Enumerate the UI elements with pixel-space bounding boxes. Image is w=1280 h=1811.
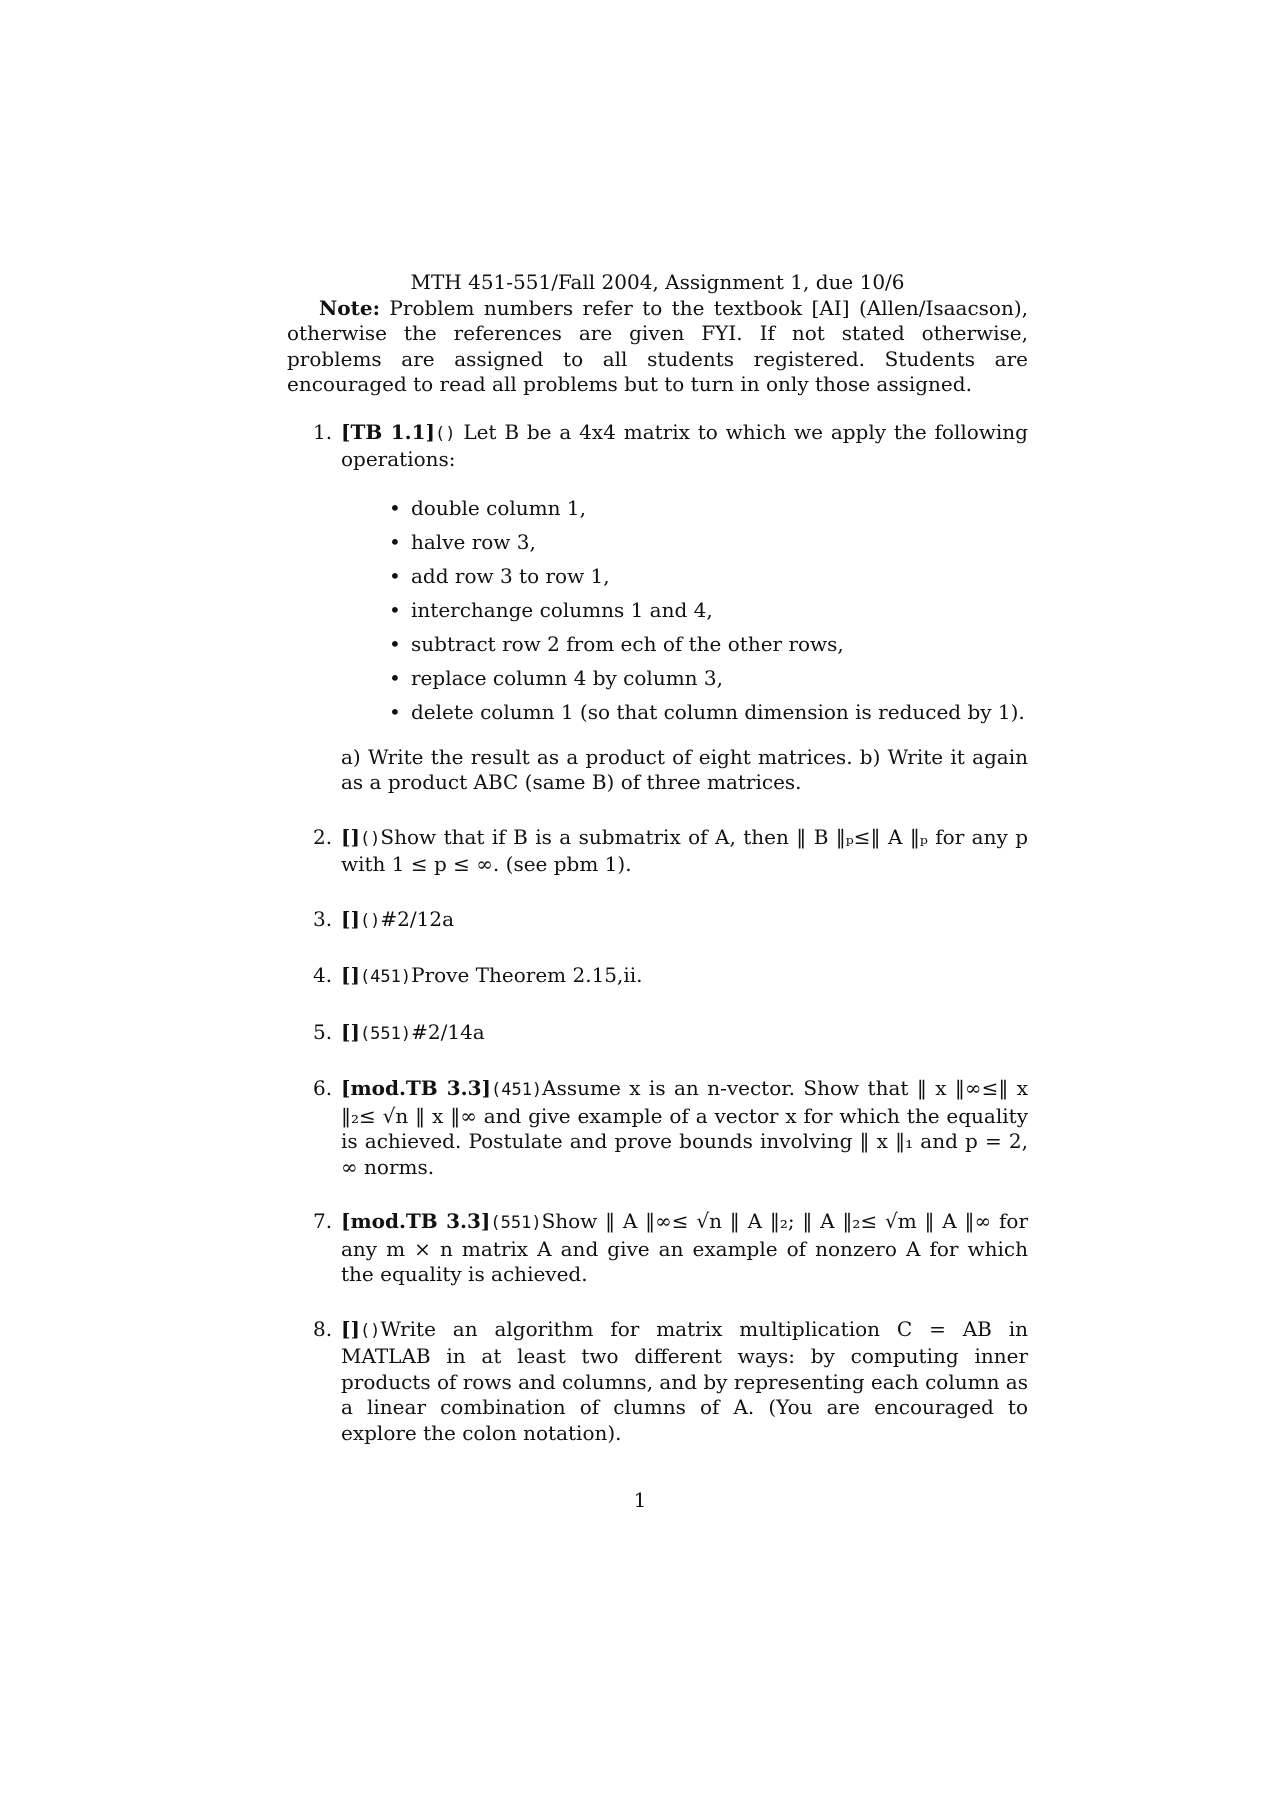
problem-tag: (551) <box>490 1213 542 1233</box>
problem-item-1 <box>287 420 1028 796</box>
problem-tag: (451) <box>490 1080 543 1100</box>
problem-ref: [] <box>341 1019 360 1044</box>
problem-number: 1. <box>313 419 333 444</box>
problem-item-4 <box>287 963 1028 991</box>
problem-text: Show that if B is a submatrix of A, then ‖ B ‖ₚ≤‖ A ‖ₚ for any p with 1 ≤ p ≤ ∞. (see pbm 1). <box>341 824 1028 876</box>
page-title: MTH 451-551/Fall 2004, Assignment 1, due 10/6 <box>410 270 905 294</box>
problem-text: Show ‖ A ‖∞≤ √n ‖ A ‖₂; ‖ A ‖₂≤ √m ‖ A ‖∞ for any m × n matrix A and give an example of nonzero A for which the equality is achieved. <box>341 1209 1029 1286</box>
problem-item-2 <box>287 825 1028 878</box>
operation-item: • delete column 1 (so that column dimension is reduced by 1). <box>389 695 1028 729</box>
problem-number: 2. <box>313 824 333 849</box>
problem-ref: [] <box>341 1316 360 1341</box>
problem-number: 5. <box>313 1019 333 1044</box>
problem-item-3 <box>287 907 1028 935</box>
note-paragraph <box>287 296 1028 398</box>
problem-number: 4. <box>313 963 333 987</box>
problem-ref: [TB 1.1] <box>341 419 435 444</box>
note-label: Note: <box>319 295 380 320</box>
problem-item-7 <box>287 1209 1028 1288</box>
problem-item-5 <box>287 1020 1028 1048</box>
problem-number: 8. <box>313 1316 333 1341</box>
note-text: Problem numbers refer to the textbook [AI] (Allen/Isaacson), otherwise the references are given FYI. If not stated otherwise, problems are assigned to all students registered. Students are encouraged to read all problems but to turn in only those assigned. <box>287 295 1028 396</box>
problem-subparts: a) Write the result as a product of eight matrices. b) Write it again as a product ABC (same B) of three matrices. <box>341 744 1028 794</box>
problem-ref: [mod.TB 3.3] <box>341 1076 491 1100</box>
page-content <box>287 270 1028 1475</box>
problem-ref: [] <box>341 824 360 849</box>
problem-tag: () <box>434 423 456 444</box>
problem-text: #2/14a <box>411 1019 485 1044</box>
problem-ref: [] <box>341 963 360 987</box>
operation-item: • double column 1, <box>389 491 1028 525</box>
problem-number: 6. <box>313 1076 333 1100</box>
problem-text: Let B be a 4x4 matrix to which we apply the following operations: <box>341 419 1028 471</box>
problem-list <box>287 420 1028 1447</box>
operations-list <box>341 491 1028 729</box>
operation-item: • add row 3 to row 1, <box>389 559 1028 593</box>
problem-tag: () <box>359 828 381 849</box>
problem-item-8 <box>287 1317 1028 1447</box>
page-number: 1 <box>633 1488 647 1512</box>
operation-item: • subtract row 2 from ech of the other rows, <box>389 627 1028 661</box>
problem-tag: (451) <box>359 967 412 987</box>
problem-text: #2/12a <box>380 906 455 931</box>
problem-tag: (551) <box>359 1023 412 1044</box>
problem-ref: [] <box>341 906 360 931</box>
operation-item: • halve row 3, <box>389 525 1028 559</box>
problem-number: 3. <box>313 906 333 931</box>
problem-text: Assume x is an n-vector. Show that ‖ x ‖∞≤‖ x ‖₂≤ √n ‖ x ‖∞ and give example of a vector x for which the equality is achieved. Postulate and prove bounds involving ‖ x ‖₁ and p = 2, ∞ norms. <box>341 1076 1029 1179</box>
problem-ref: [mod.TB 3.3] <box>341 1209 491 1233</box>
problem-item-6 <box>287 1076 1028 1180</box>
operation-item: • interchange columns 1 and 4, <box>389 593 1028 627</box>
problem-tag: () <box>359 910 381 931</box>
problem-text: Prove Theorem 2.15,ii. <box>411 963 643 987</box>
problem-number: 7. <box>313 1209 333 1233</box>
operation-item: • replace column 4 by column 3, <box>389 661 1028 695</box>
problem-tag: () <box>359 1320 381 1341</box>
problem-text: Write an algorithm for matrix multiplication C = AB in MATLAB in at least two different ways: by computing inner products of rows and columns, and by representing each column as a linear combination of clumns of A. (You are encouraged to explore the colon notation). <box>341 1316 1028 1445</box>
